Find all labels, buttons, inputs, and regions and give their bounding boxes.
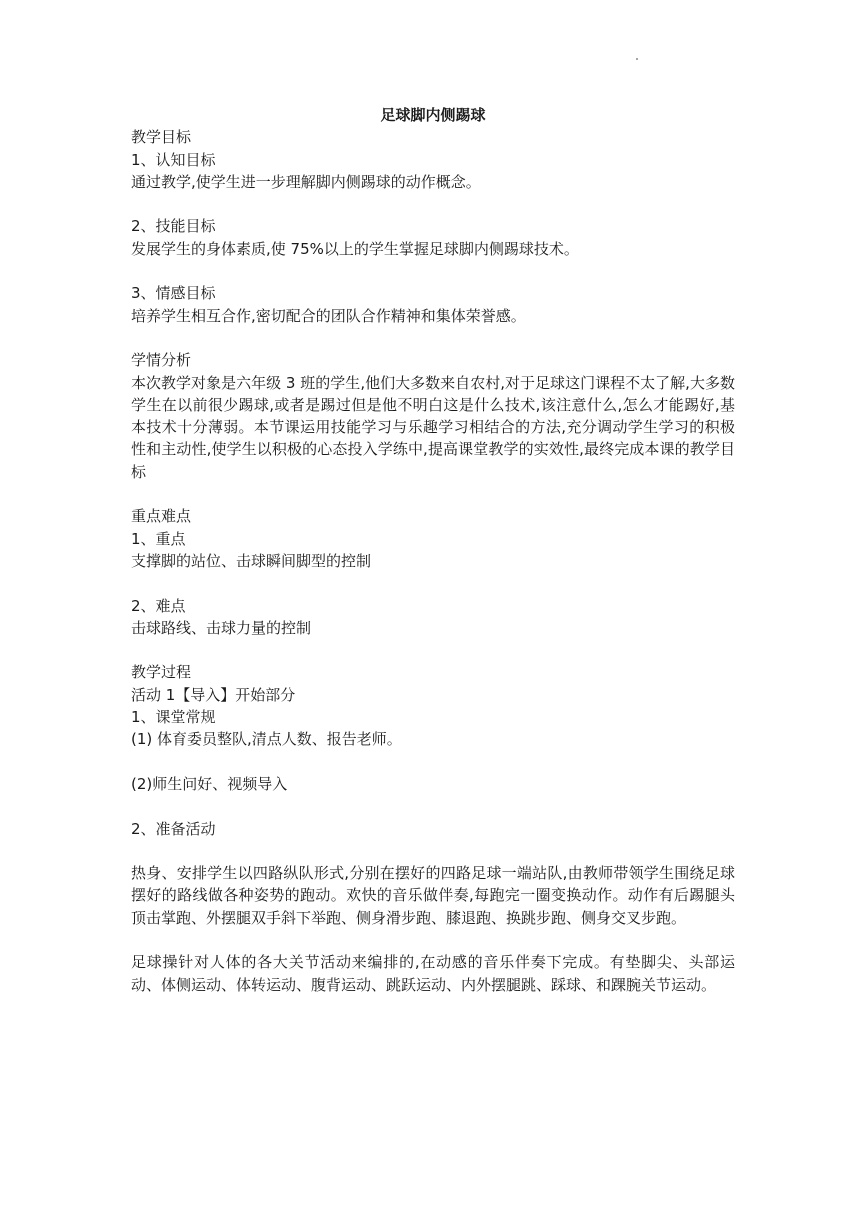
cognitive-goal-text: 通过教学,使学生进一步理解脚内侧踢球的动作概念。 [131,172,481,191]
page-marker-dot [636,58,638,60]
prep-heading: 2、准备活动 [131,819,216,838]
key-points-heading: 重点难点 [131,507,192,526]
skill-goal-heading: 2、技能目标 [131,217,216,236]
difficulty-heading: 2、难点 [131,596,186,615]
routine-heading: 1、课堂常规 [131,708,216,727]
analysis-heading: 学情分析 [131,351,192,370]
routine-item-2: (2)师生问好、视频导入 [131,774,288,793]
analysis-text: 本次教学对象是六年级 3 班的学生,他们大多数来自农村,对于足球这门课程不太了解,大多数学生在以前很少踢球,或者是踢过但是他不明白这是什么技术,该注意什么,怎么才能踢好,基本技术十分薄弱。本节课运用技能学习与乐趣学习相结合的方法,充分调动学生学习的积极性和主动性,使学生以积极的心态投入学练中,提高课堂教学的实效性,最终完成本课的教学目标 [131,373,735,481]
document-body [131,104,735,996]
prep-text-warmup: 热身、安排学生以四路纵队形式,分别在摆好的四路足球一端站队,由教师带领学生围绕足球摆好的路线做各种姿势的跑动。欢快的音乐做伴奏,每跑完一圈变换动作。动作有后踢腿头顶击掌跑、外摆腿双手斜下举跑、侧身滑步跑、膝退跑、换跳步跑、侧身交叉步跑。 [131,864,735,927]
goals-heading: 教学目标 [131,128,192,147]
document-title: 足球脚内侧踢球 [380,106,486,124]
emotion-goal-heading: 3、情感目标 [131,284,216,303]
skill-goal-text: 发展学生的身体素质,使 75%以上的学生掌握足球脚内侧踢球技术。 [131,239,579,258]
difficulty-text: 击球路线、击球力量的控制 [131,618,312,637]
key-point-text: 支撑脚的站位、击球瞬间脚型的控制 [131,551,372,570]
key-point-heading: 1、重点 [131,529,186,548]
emotion-goal-text: 培养学生相互合作,密切配合的团队合作精神和集体荣誉感。 [131,306,526,325]
prep-text-exercise: 足球操针对人体的各大关节活动来编排的,在动感的音乐伴奏下完成。有垫脚尖、头部运动、体侧运动、体转运动、腹背运动、跳跃运动、内外摆腿跳、踩球、和踝腕关节运动。 [131,953,735,994]
routine-item-1: (1) 体育委员整队,清点人数、报告老师。 [131,730,402,749]
activity-heading: 活动 1【导入】开始部分 [131,685,296,704]
process-heading: 教学过程 [131,663,192,682]
cognitive-goal-heading: 1、认知目标 [131,150,216,169]
